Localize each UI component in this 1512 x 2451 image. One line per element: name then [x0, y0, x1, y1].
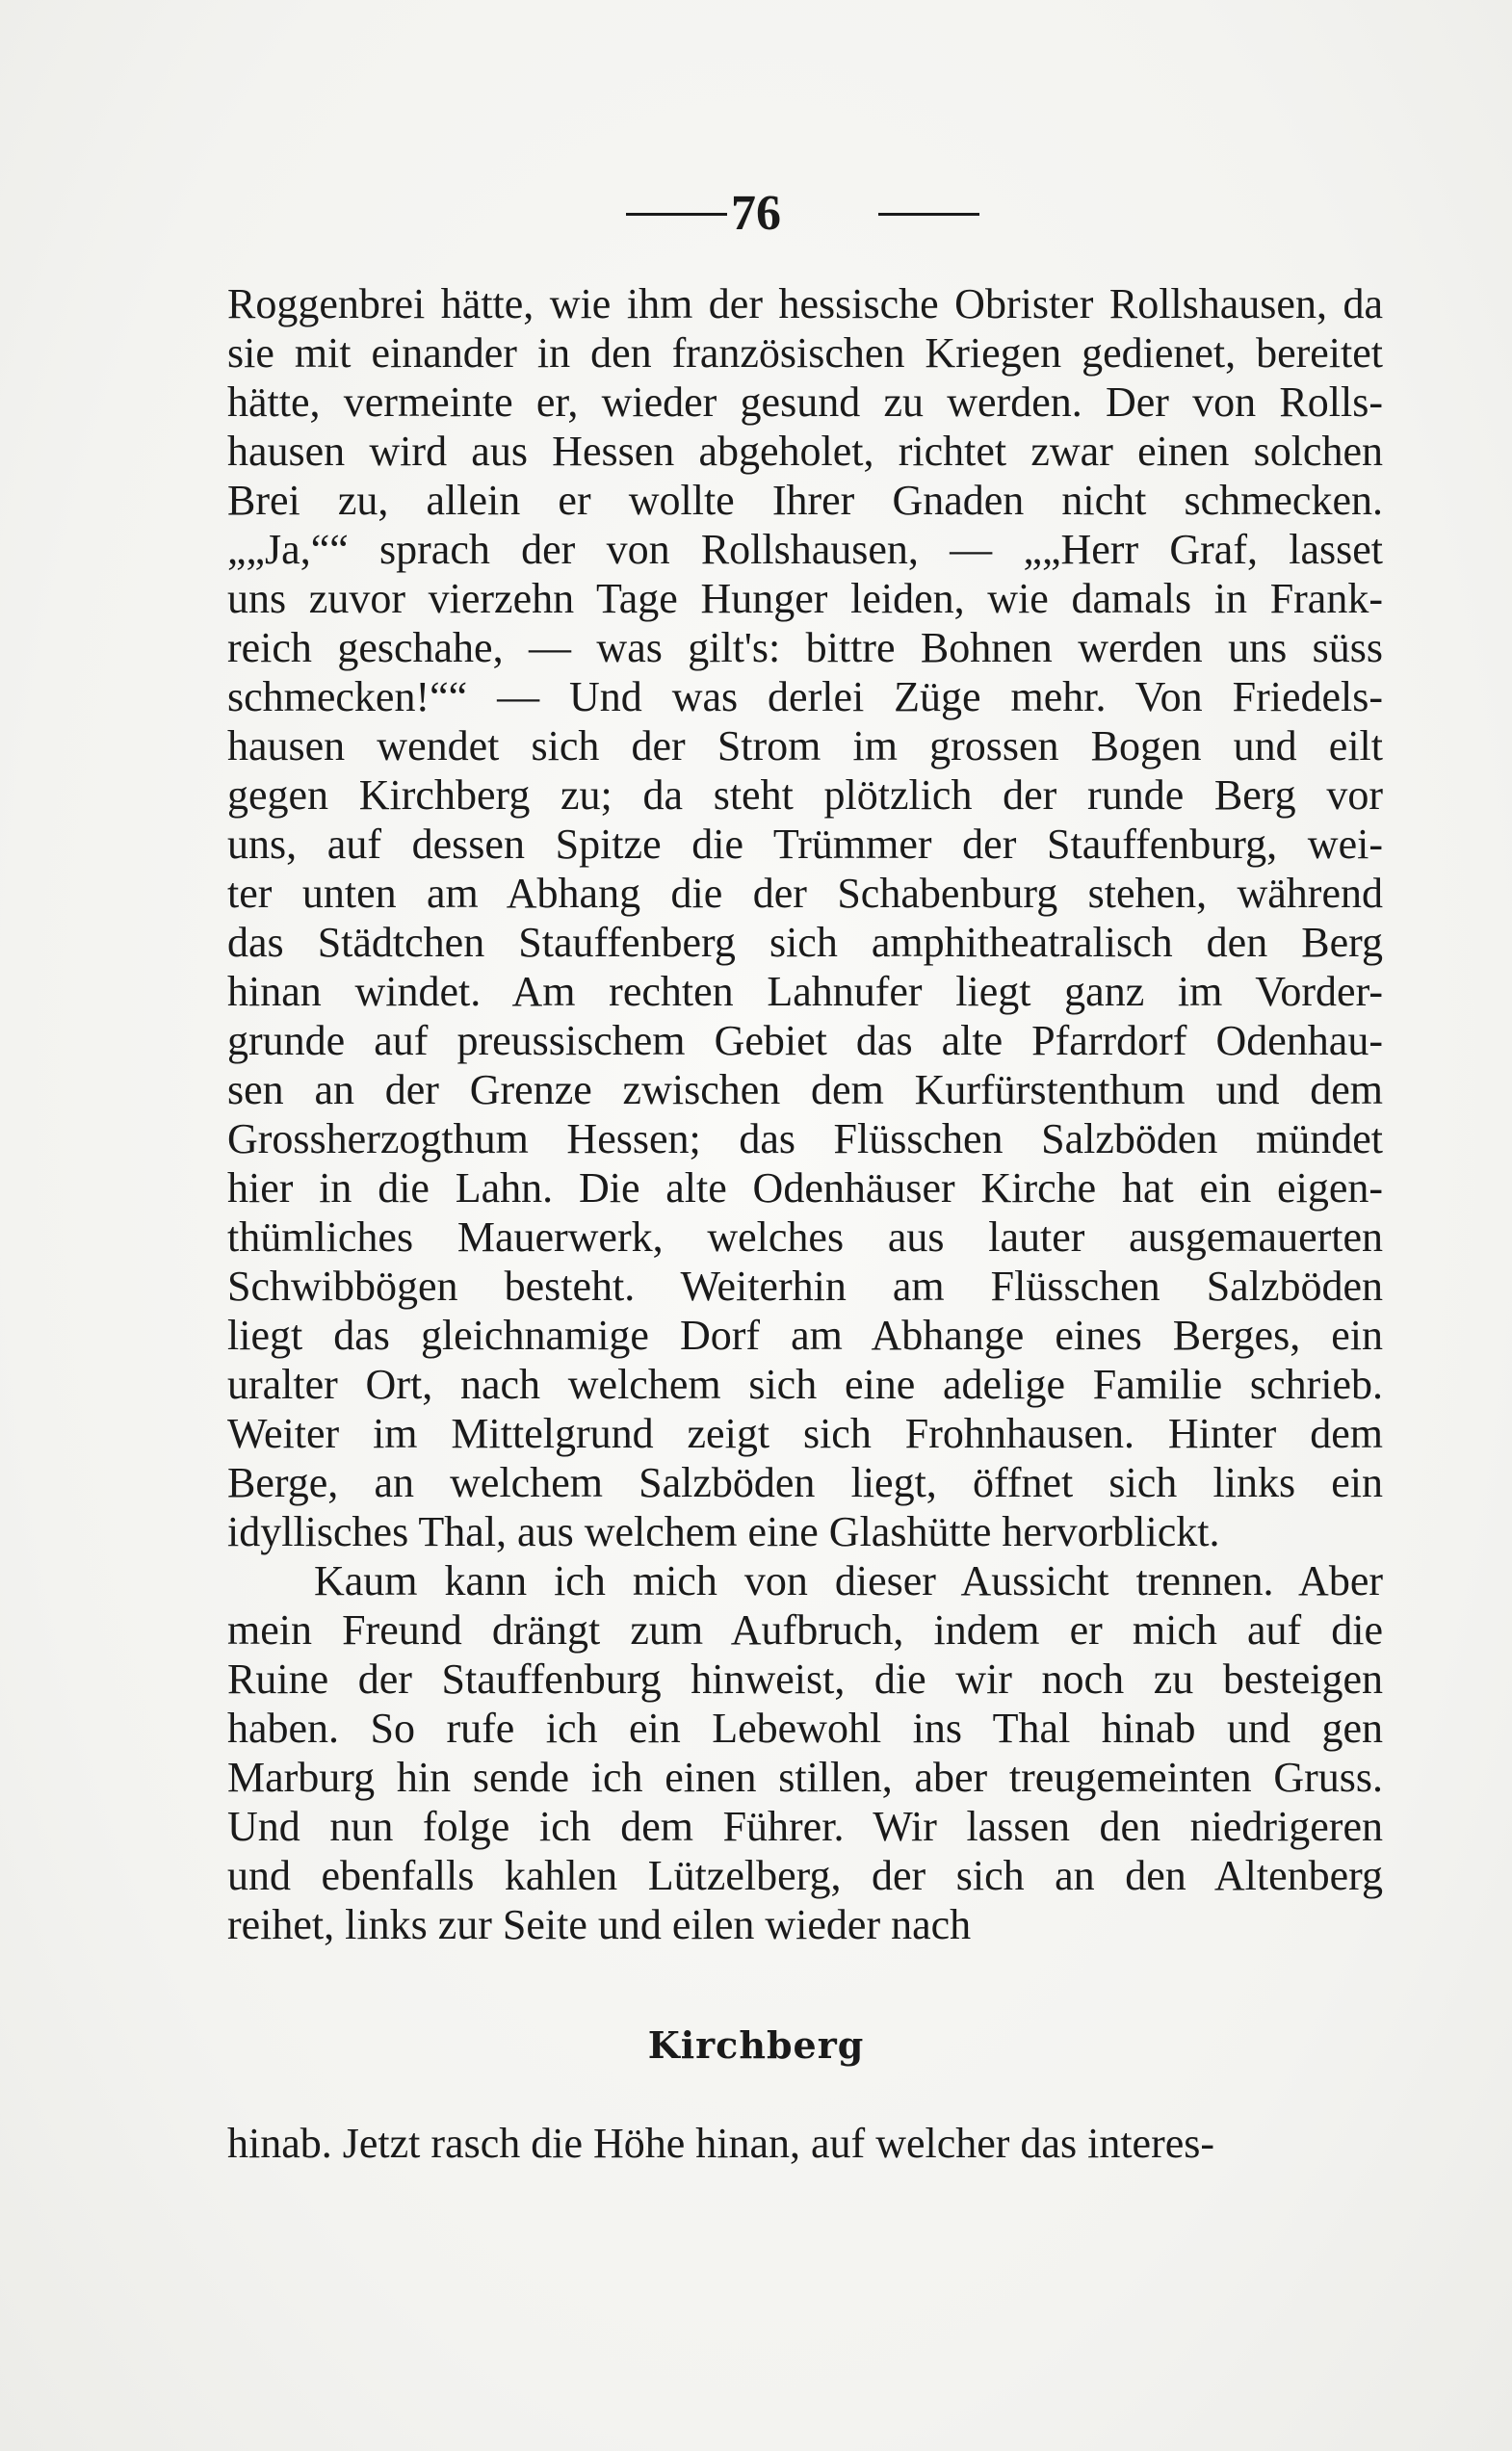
text-line: hier in die Lahn. Die alte Odenhäuser Kirche hat ein eigen-	[227, 1164, 1383, 1212]
text-line: Weiter im Mittelgrund zeigt sich Frohnhausen. Hinter dem	[227, 1410, 1383, 1457]
text-line: reich geschahe, — was gilt's: bittre Bohnen werden uns süss	[227, 624, 1383, 671]
text-line: Brei zu, allein er wollte Ihrer Gnaden nicht schmecken.	[227, 477, 1383, 524]
text-line: und ebenfalls kahlen Lützelberg, der sich an den Altenberg	[227, 1852, 1383, 1899]
text-line: hätte, vermeinte er, wieder gesund zu werden. Der von Rolls-	[227, 378, 1383, 426]
text-line: uralter Ort, nach welchem sich eine adelige Familie schrieb.	[227, 1361, 1383, 1408]
text-line: reihet, links zur Seite und eilen wieder nach	[227, 1901, 972, 1948]
text-line: gegen Kirchberg zu; da steht plötzlich der runde Berg vor	[227, 771, 1383, 819]
paragraph	[227, 1556, 1383, 1949]
text-line: idyllisches Thal, aus welchem eine Glashütte hervorblickt.	[227, 1508, 1220, 1555]
text-line: Grossherzogthum Hessen; das Flüsschen Salzböden mündet	[227, 1115, 1383, 1162]
text-line: hinab. Jetzt rasch die Höhe hinan, auf welcher das interes-	[227, 2120, 1215, 2167]
paragraph	[227, 279, 1383, 1556]
section-heading: Kirchberg	[647, 2023, 865, 2067]
text-line: thümliches Mauerwerk, welches aus lauter ausgemauerten	[227, 1213, 1383, 1261]
text-line: Kaum kann ich mich von dieser Aussicht trennen. Aber	[314, 1557, 1383, 1604]
text-line: ter unten am Abhang die der Schabenburg stehen, während	[227, 870, 1383, 917]
header-rule-left	[626, 213, 727, 216]
text-line: hinan windet. Am rechten Lahnufer liegt ganz im Vorder-	[227, 968, 1383, 1015]
text-line: Ruine der Stauffenburg hinweist, die wir noch zu besteigen	[227, 1656, 1383, 1703]
text-line: Berge, an welchem Salzböden liegt, öffnet sich links ein	[227, 1459, 1383, 1506]
text-line: haben. So rufe ich ein Lebewohl ins Thal hinab und gen	[227, 1705, 1383, 1752]
text-line: uns zuvor vierzehn Tage Hunger leiden, wie damals in Frank-	[227, 575, 1383, 622]
text-line: sen an der Grenze zwischen dem Kurfürstenthum und dem	[227, 1066, 1383, 1113]
text-line: mein Freund drängt zum Aufbruch, indem er mich auf die	[227, 1606, 1383, 1654]
text-line: Und nun folge ich dem Führer. Wir lassen den niedrigeren	[227, 1803, 1383, 1850]
text-line: grunde auf preussischem Gebiet das alte Pfarrdorf Odenhau-	[227, 1017, 1383, 1064]
body-text	[227, 279, 1383, 1949]
header-rule-right	[878, 213, 979, 216]
text-line: Schwibbögen besteht. Weiterhin am Flüsschen Salzböden	[227, 1263, 1383, 1310]
page-header	[0, 185, 1512, 243]
text-line: uns, auf dessen Spitze die Trümmer der Stauffenburg, wei-	[227, 821, 1383, 868]
final-text-line	[227, 2119, 1383, 2168]
page-number: 76	[731, 186, 781, 241]
text-line: schmecken!““ — Und was derlei Züge mehr. Von Friedels-	[227, 673, 1383, 720]
text-line: hausen wird aus Hessen abgeholet, richtet zwar einen solchen	[227, 428, 1383, 475]
text-line: sie mit einander in den französischen Kriegen gedienet, bereitet	[227, 329, 1383, 377]
text-line: „„Ja,““ sprach der von Rollshausen, — „„Herr Graf, lasset	[227, 526, 1383, 573]
text-line: das Städtchen Stauffenberg sich amphitheatralisch den Berg	[227, 919, 1383, 966]
text-line: Roggenbrei hätte, wie ihm der hessische Obrister Rollshausen, da	[227, 280, 1383, 327]
text-line: Marburg hin sende ich einen stillen, aber treugemeinten Gruss.	[227, 1754, 1383, 1801]
text-line: hausen wendet sich der Strom im grossen Bogen und eilt	[227, 722, 1383, 769]
text-line: liegt das gleichnamige Dorf am Abhange eines Berges, ein	[227, 1312, 1383, 1359]
